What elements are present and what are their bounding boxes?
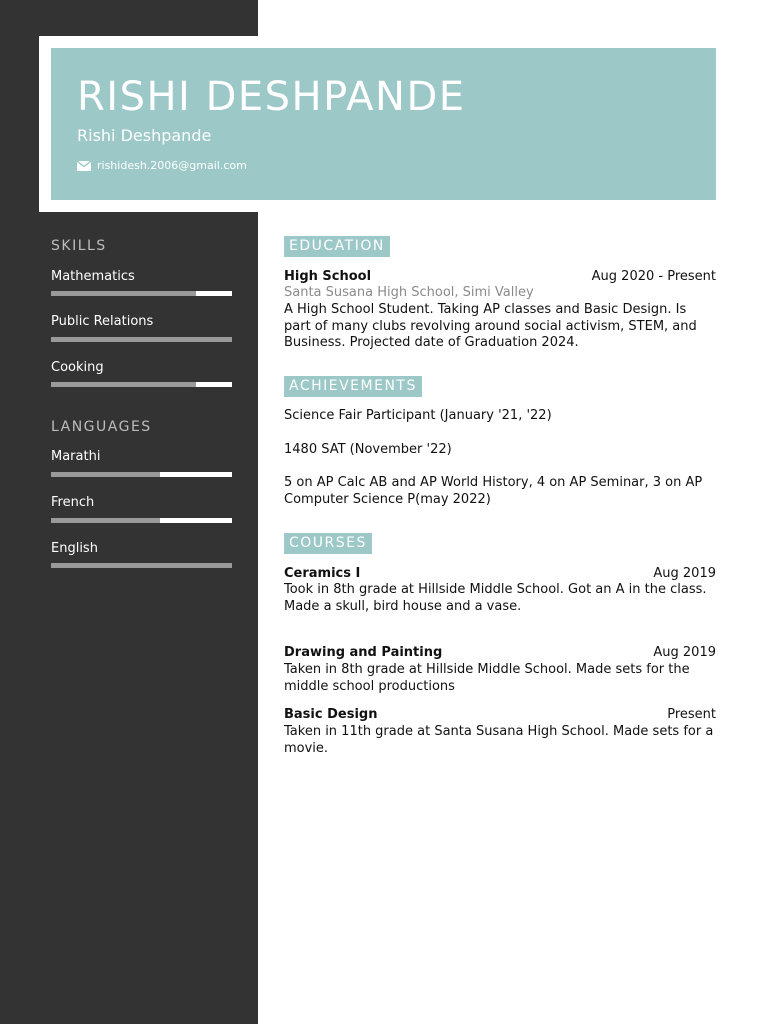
course-date: Aug 2019: [653, 645, 716, 660]
course-description: Took in 8th grade at Hillside Middle School. Got an A in the class. Made a skull, bird house and a vase.: [284, 582, 707, 614]
language-bar: [51, 518, 232, 523]
course-description: Taken in 11th grade at Santa Susana High School. Made sets for a movie.: [284, 724, 714, 756]
language-bar: [51, 472, 232, 477]
course-title: Drawing and Painting: [284, 645, 443, 660]
skill-label: Cooking: [51, 360, 104, 375]
course-title: Basic Design: [284, 707, 378, 722]
language-label: French: [51, 495, 95, 510]
education-heading: EDUCATION: [284, 236, 390, 257]
skill-bar-fill: [51, 382, 196, 387]
language-label: English: [51, 541, 98, 556]
language-label: Marathi: [51, 449, 101, 464]
resume-name: RISHI DESHPANDE: [77, 74, 466, 120]
language-bar-fill: [51, 563, 232, 568]
education-date: Aug 2020 - Present: [591, 269, 716, 284]
languages-heading: LANGUAGES: [51, 419, 152, 435]
language-bar-fill: [51, 472, 160, 477]
achievements-heading: ACHIEVEMENTS: [284, 376, 422, 397]
skill-bar-fill: [51, 291, 196, 296]
course-description: Taken in 8th grade at Hillside Middle School. Made sets for the middle school productions: [284, 662, 690, 694]
email-row: [77, 159, 247, 172]
course-title: Ceramics I: [284, 566, 361, 581]
course-date: Present: [667, 707, 716, 722]
skill-bar-fill: [51, 337, 232, 342]
skill-bar: [51, 382, 232, 387]
skill-bar: [51, 337, 232, 342]
course-date: Aug 2019: [653, 566, 716, 581]
email-address[interactable]: rishidesh.2006@gmail.com: [97, 159, 247, 172]
skill-label: Mathematics: [51, 269, 135, 284]
courses-heading: COURSES: [284, 533, 372, 554]
header-banner: [51, 48, 716, 200]
mail-icon: [77, 161, 91, 171]
skill-bar: [51, 291, 232, 296]
skills-heading: SKILLS: [51, 238, 107, 254]
achievement-item: 1480 SAT (November '22): [284, 442, 452, 457]
resume-subtitle: Rishi Deshpande: [77, 126, 212, 145]
education-title: High School: [284, 269, 372, 284]
education-school: Santa Susana High School, Simi Valley: [284, 285, 534, 300]
skill-label: Public Relations: [51, 314, 154, 329]
achievement-item: 5 on AP Calc AB and AP World History, 4 on AP Seminar, 3 on AP Computer Science P(may 2022): [284, 475, 703, 507]
language-bar: [51, 563, 232, 568]
education-description: A High School Student. Taking AP classes and Basic Design. Is part of many clubs revolving around social activism, STEM, and Business. Projected date of Graduation 2024.: [284, 302, 697, 351]
achievement-item: Science Fair Participant (January '21, '22): [284, 408, 552, 423]
language-bar-fill: [51, 518, 160, 523]
